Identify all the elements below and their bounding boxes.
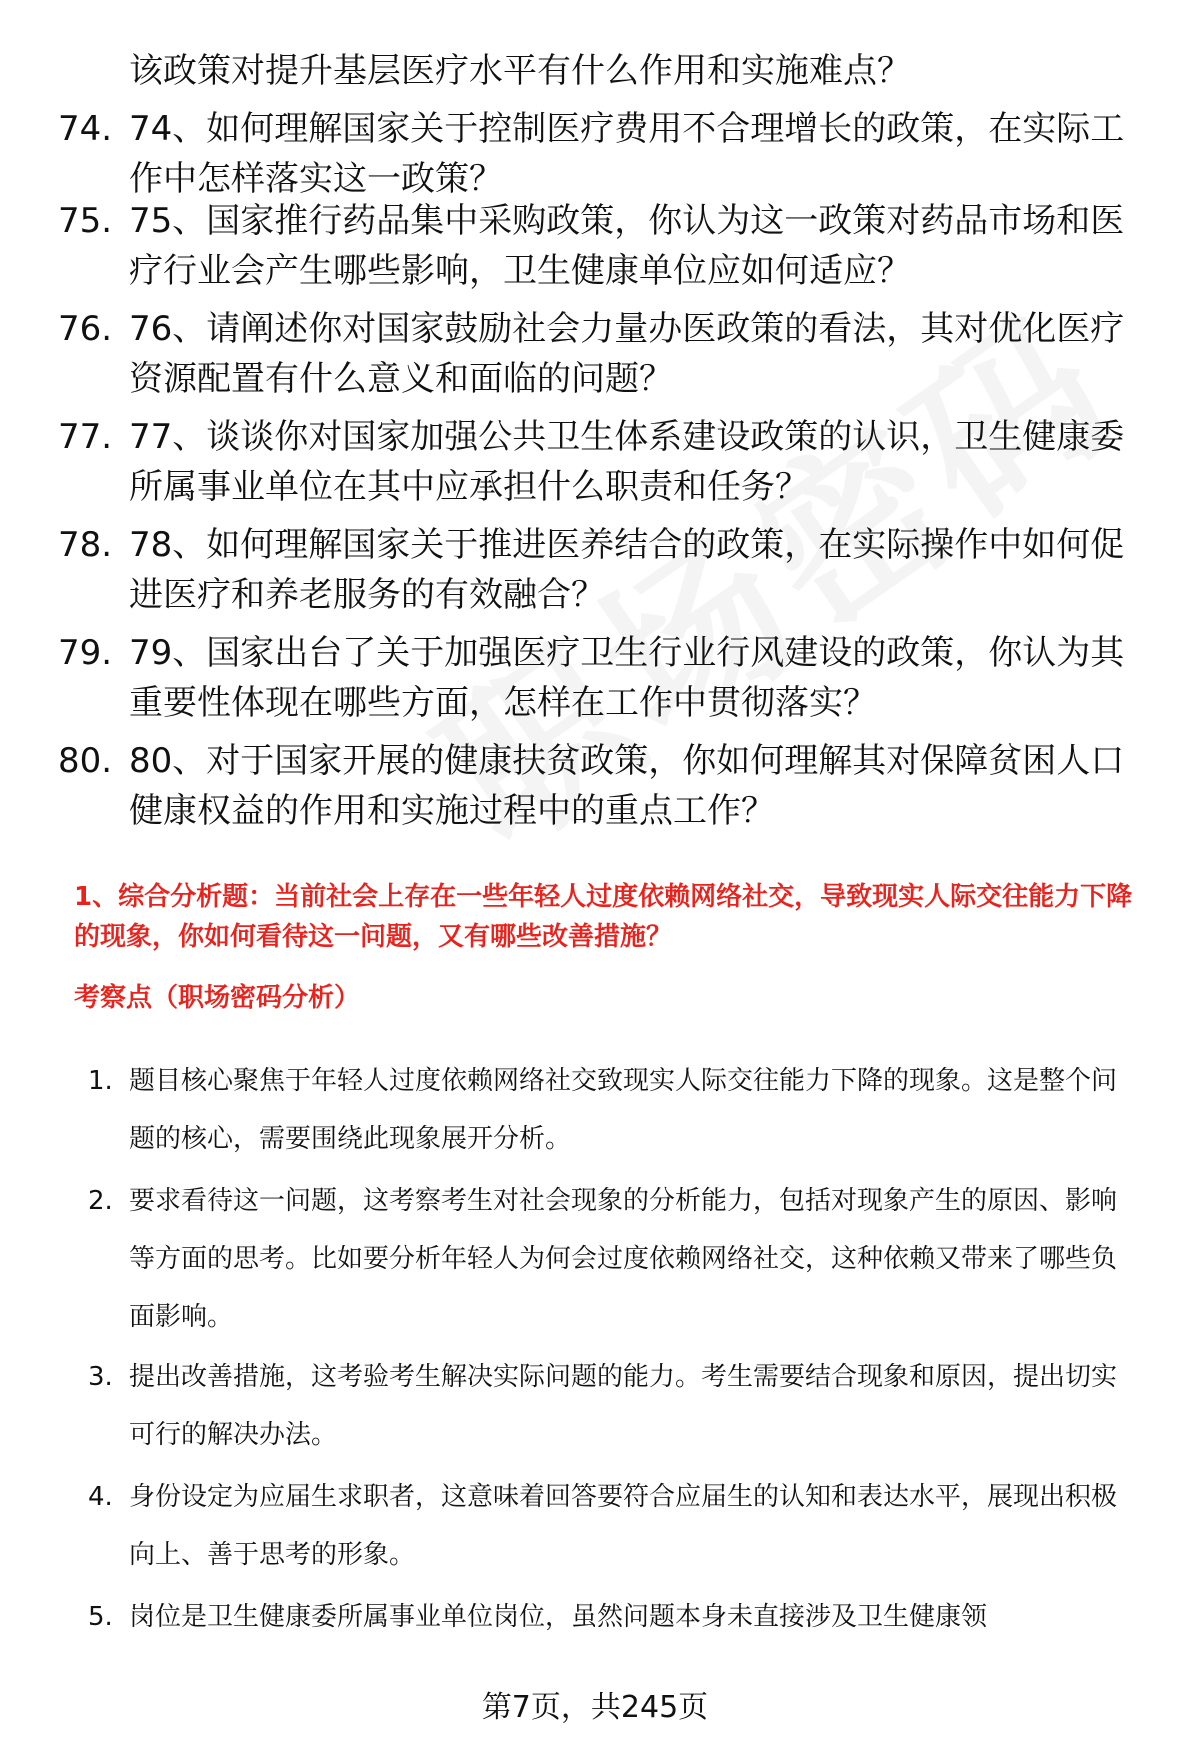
point-text: 身份设定为应届生求职者，这意味着回答要符合应届生的认知和表达水平，展现出积极向上、善于思考的形象。	[129, 1482, 1118, 1570]
question-number: 78.	[58, 525, 113, 565]
question-continuation: 该政策对提升基层医疗水平有什么作用和实施难点？	[129, 51, 911, 91]
point-text: 提出改善措施，这考验考生解决实际问题的能力。考生需要结合现象和原因，提出切实可行的解决办法。	[129, 1362, 1118, 1450]
question-number: 80.	[58, 741, 113, 781]
question-text: 79、国家出台了关于加强医疗卫生行业行风建设的政策，你认为其重要性体现在哪些方面，怎样在工作中贯彻落实？	[129, 633, 1125, 723]
question-text: 76、请阐述你对国家鼓励社会力量办医政策的看法，其对优化医疗资源配置有什么意义和面临的问题？	[129, 309, 1125, 399]
question-number: 77.	[58, 417, 113, 457]
point-number: 2.	[88, 1186, 113, 1216]
point-number: 4.	[88, 1482, 113, 1512]
question-text: 78、如何理解国家关于推进医养结合的政策，在实际操作中如何促进医疗和养老服务的有效融合？	[129, 525, 1125, 615]
section-heading: 1、综合分析题：当前社会上存在一些年轻人过度依赖网络社交，导致现实人际交往能力下降的现象，你如何看待这一问题，又有哪些改善措施？	[74, 882, 1133, 952]
point-number: 5.	[88, 1602, 113, 1632]
point-text: 岗位是卫生健康委所属事业单位岗位，虽然问题本身未直接涉及卫生健康领	[129, 1602, 988, 1632]
question-text: 80、对于国家开展的健康扶贫政策，你如何理解其对保障贫困人口健康权益的作用和实施过程中的重点工作？	[129, 741, 1125, 831]
question-text: 75、国家推行药品集中采购政策，你认为这一政策对药品市场和医疗行业会产生哪些影响，卫生健康单位应如何适应？	[129, 201, 1125, 291]
question-text: 77、谈谈你对国家加强公共卫生体系建设政策的认识，卫生健康委所属事业单位在其中应承担什么职责和任务？	[129, 417, 1125, 507]
question-number: 75.	[58, 201, 113, 241]
point-number: 3.	[88, 1362, 113, 1392]
question-number: 79.	[58, 633, 113, 673]
question-number: 74.	[58, 109, 113, 149]
question-number: 76.	[58, 309, 113, 349]
page-number: 第7页，共245页	[481, 1690, 709, 1725]
analysis-heading: 考察点（职场密码分析）	[74, 983, 361, 1013]
point-number: 1.	[88, 1066, 113, 1096]
point-text: 题目核心聚焦于年轻人过度依赖网络社交致现实人际交往能力下降的现象。这是整个问题的核心，需要围绕此现象展开分析。	[129, 1066, 1118, 1154]
point-text: 要求看待这一问题，这考察考生对社会现象的分析能力，包括对现象产生的原因、影响等方面的思考。比如要分析年轻人为何会过度依赖网络社交，这种依赖又带来了哪些负面影响。	[129, 1186, 1118, 1332]
question-text: 74、如何理解国家关于控制医疗费用不合理增长的政策，在实际工作中怎样落实这一政策？	[129, 109, 1125, 199]
